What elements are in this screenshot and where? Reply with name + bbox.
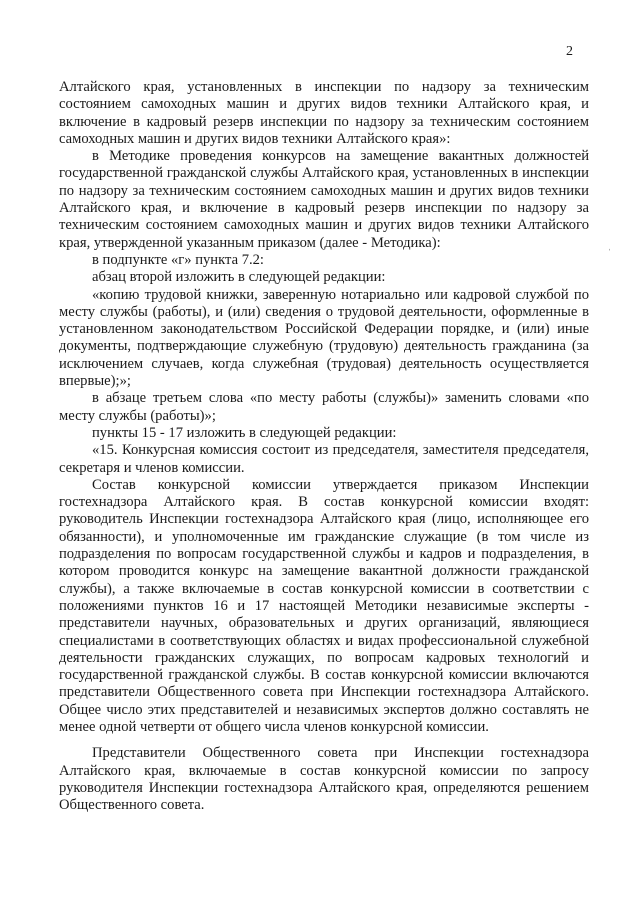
paragraph-continuation: Алтайского края, установленных в инспекции по надзору за техническим состоянием самоходных машин и других видов техники Алтайского края, и включение в кадровый резерв инспекции по надзору за техническим состоянием самоходных машин и других видов техники Алтайского края»: — [59, 79, 589, 147]
paragraph-public-council: Представители Общественного совета при Инспекции гостехнадзора Алтайского края, включаемые в состав конкурсной комиссии по запросу руководителя Инспекции гостехнадзора Алтайского края, определяются решением Общественного совета. — [59, 745, 589, 814]
paragraph-item-15: «15. Конкурсная комиссия состоит из председателя, заместителя председателя, секретаря и членов комиссии. — [59, 442, 589, 476]
page-number: 2 — [566, 44, 573, 59]
paragraph-subitem-g: в подпункте «г» пункта 7.2: — [92, 251, 264, 268]
document-body — [59, 79, 589, 814]
paragraph-methodology: в Методике проведения конкурсов на замещение вакантных должностей государственной гражданской службы Алтайского края, установленных в инспекции по надзору за техническим состоянием самоходных машин и других видов техники Алтайского края, и включение в кадровый резерв инспекции по надзору за техническим состоянием самоходных машин и других видов техники Алтайского края, утвержденной указанным приказом (далее - Методика): — [59, 148, 589, 251]
paragraph-abzac-second: абзац второй изложить в следующей редакции: — [92, 269, 386, 286]
paragraph-quoted-copy: «копию трудовой книжки, заверенную нотариально или кадровой службой по месту службы (работы), и (или) сведения о трудовой деятельности, оформленные в установленном законодательством Российской Федерации порядке, и (или) иные документы, подтверждающие служебную (трудовую) деятельность гражданина (за исключением случаев, когда служебная (трудовая) деятельность осуществляется впервые);»; — [59, 286, 589, 390]
paragraph-commission-composition: Состав конкурсной комиссии утверждается приказом Инспекции гостехнадзора Алтайского края. В состав конкурсной комиссии входят: руководитель Инспекции гостехнадзора Алтайского края (лицо, исполняющее его обязанности), и уполномоченные им гражданские служащие (в том числе из подразделения по вопросам государственной службы и кадров и подразделения, в котором проводится конкурс на замещение вакантной должности гражданской службы), а также включаемые в состав конкурсной комиссии в соответствии с положениями пунктов 16 и 17 настоящей Методики независимые эксперты - представители научных, образовательных и других организаций, являющиеся специалистами в соответствующих областях и видах профессиональной служебной деятельности гражданских служащих, по вопросам кадровых технологий и государственной гражданской службы. В состав конкурсной комиссии включаются представители Общественного совета при Инспекции гостехнадзора Алтайского. Общее число этих представителей и независимых экспертов должно составлять не менее одной четверти от общего числа членов конкурсной комиссии. — [59, 476, 589, 735]
paragraph-items-15-17: пункты 15 - 17 изложить в следующей редакции: — [92, 424, 397, 441]
margin-mark: ˌ — [608, 240, 612, 251]
paragraph-abzac-third: в абзаце третьем слова «по месту работы (службы)» заменить словами «по месту службы (работы)»; — [59, 390, 589, 424]
